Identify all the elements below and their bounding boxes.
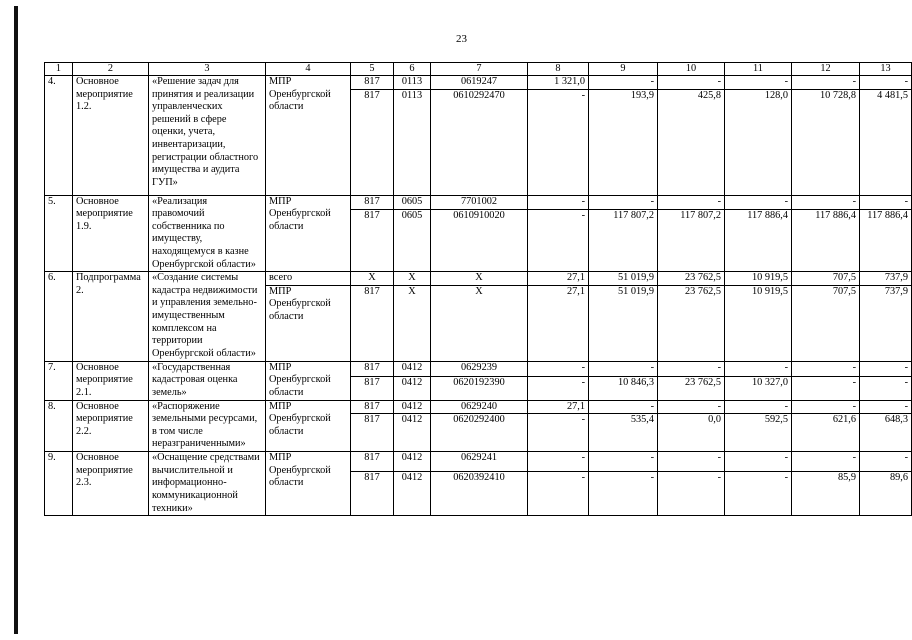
value-cell: - [725, 472, 792, 516]
value-cell: - [658, 472, 725, 516]
value-cell: 117 807,2 [589, 210, 658, 272]
value-cell: - [860, 195, 912, 210]
value-cell: - [589, 400, 658, 414]
row-type: Основное мероприятие 2.2. [73, 400, 149, 452]
grbs-cell: 817 [351, 414, 394, 452]
value-cell: - [528, 472, 589, 516]
row-number: 6. [45, 272, 73, 362]
grbs-cell: 817 [351, 285, 394, 361]
rzpr-cell: 0412 [394, 414, 431, 452]
value-cell: - [860, 400, 912, 414]
grbs-cell: 817 [351, 452, 394, 472]
table-row [45, 195, 912, 210]
value-cell: 23 762,5 [658, 376, 725, 400]
value-cell: - [792, 400, 860, 414]
row-org: МПР Оренбургской области [266, 195, 351, 272]
row-type: Основное мероприятие 1.9. [73, 195, 149, 272]
csr-cell: 0610910020 [431, 210, 528, 272]
table-row [45, 76, 912, 90]
value-cell: 10 846,3 [589, 376, 658, 400]
value-cell: - [860, 76, 912, 90]
column-header: 10 [658, 63, 725, 76]
grbs-cell: 817 [351, 195, 394, 210]
column-header: 4 [266, 63, 351, 76]
csr-cell: 0620192390 [431, 376, 528, 400]
budget-table [44, 62, 912, 516]
csr-cell: 0620392410 [431, 472, 528, 516]
value-cell: - [658, 76, 725, 90]
value-cell: - [528, 452, 589, 472]
csr-cell: X [431, 272, 528, 286]
row-type: Основное мероприятие 2.3. [73, 452, 149, 516]
row-name: «Государственная кадастровая оценка земель» [149, 361, 266, 400]
value-cell: - [528, 89, 589, 195]
value-cell: - [792, 76, 860, 90]
rzpr-cell: 0412 [394, 472, 431, 516]
row-org: МПР Оренбургской области [266, 400, 351, 452]
value-cell: - [589, 472, 658, 516]
value-cell: 117 807,2 [658, 210, 725, 272]
column-header: 7 [431, 63, 528, 76]
value-cell: - [725, 76, 792, 90]
value-cell: - [725, 361, 792, 376]
value-cell: - [658, 452, 725, 472]
grbs-cell: 817 [351, 376, 394, 400]
column-header: 11 [725, 63, 792, 76]
value-cell: - [589, 361, 658, 376]
row-name: «Решение задач для принятия и реализации управленческих решений в сфере оценки, учета, инвентаризации, регистрации областного имущества и аудита ГУП» [149, 76, 266, 196]
row-name: «Создание системы кадастра недвижимости и управления земельно-имущественным комплексом на территории Оренбургской области» [149, 272, 266, 362]
table-row [45, 400, 912, 414]
rzpr-cell: 0412 [394, 400, 431, 414]
rzpr-cell: X [394, 272, 431, 286]
column-header: 5 [351, 63, 394, 76]
value-cell: - [589, 452, 658, 472]
column-header: 6 [394, 63, 431, 76]
value-cell: 648,3 [860, 414, 912, 452]
value-cell: 23 762,5 [658, 272, 725, 286]
value-cell: 4 481,5 [860, 89, 912, 195]
value-cell: - [658, 195, 725, 210]
value-cell: 85,9 [792, 472, 860, 516]
page-number: 23 [456, 33, 467, 45]
column-header: 12 [792, 63, 860, 76]
rzpr-cell: 0412 [394, 376, 431, 400]
csr-cell: 0619247 [431, 76, 528, 90]
value-cell: 737,9 [860, 272, 912, 286]
value-cell: 425,8 [658, 89, 725, 195]
grbs-cell: 817 [351, 76, 394, 90]
row-type: Основное мероприятие 1.2. [73, 76, 149, 196]
row-name: «Реализация правомочий собственника по имуществу, находящемуся в казне Оренбургской области» [149, 195, 266, 272]
value-cell: 117 886,4 [725, 210, 792, 272]
value-cell: 117 886,4 [792, 210, 860, 272]
rzpr-cell: 0605 [394, 195, 431, 210]
table-row [45, 361, 912, 376]
column-header: 8 [528, 63, 589, 76]
csr-cell: 0629240 [431, 400, 528, 414]
row-number: 9. [45, 452, 73, 516]
value-cell: 27,1 [528, 285, 589, 361]
value-cell: 621,6 [792, 414, 860, 452]
value-cell: 10 327,0 [725, 376, 792, 400]
value-cell: - [792, 452, 860, 472]
row-type: Подпрограмма 2. [73, 272, 149, 362]
value-cell: - [725, 195, 792, 210]
value-cell: 51 019,9 [589, 285, 658, 361]
value-cell: 128,0 [725, 89, 792, 195]
csr-cell: 7701002 [431, 195, 528, 210]
csr-cell: 0610292470 [431, 89, 528, 195]
row-name: «Оснащение средствами вычислительной и информационно-коммуникационной техники» [149, 452, 266, 516]
value-cell: - [860, 361, 912, 376]
grbs-cell: 817 [351, 361, 394, 376]
value-cell: 10 728,8 [792, 89, 860, 195]
csr-cell: 0620292400 [431, 414, 528, 452]
value-cell: - [725, 400, 792, 414]
value-cell: - [589, 195, 658, 210]
value-cell: - [792, 195, 860, 210]
row-org: МПР Оренбургской области [266, 452, 351, 516]
grbs-cell: 817 [351, 472, 394, 516]
value-cell: - [658, 361, 725, 376]
value-cell: - [792, 376, 860, 400]
value-cell: 10 919,5 [725, 285, 792, 361]
rzpr-cell: 0113 [394, 76, 431, 90]
value-cell: - [792, 361, 860, 376]
column-number-row [45, 63, 912, 76]
column-header: 9 [589, 63, 658, 76]
row-org: всего [266, 272, 351, 286]
rzpr-cell: 0412 [394, 452, 431, 472]
row-number: 8. [45, 400, 73, 452]
row-number: 7. [45, 361, 73, 400]
value-cell: 535,4 [589, 414, 658, 452]
table-row [45, 272, 912, 286]
row-number: 4. [45, 76, 73, 196]
value-cell: 737,9 [860, 285, 912, 361]
scan-margin-bar [14, 6, 18, 634]
value-cell: 707,5 [792, 272, 860, 286]
value-cell: 23 762,5 [658, 285, 725, 361]
value-cell: - [528, 210, 589, 272]
value-cell: 89,6 [860, 472, 912, 516]
grbs-cell: 817 [351, 210, 394, 272]
csr-cell: X [431, 285, 528, 361]
value-cell: - [658, 400, 725, 414]
rzpr-cell: 0605 [394, 210, 431, 272]
csr-cell: 0629241 [431, 452, 528, 472]
csr-cell: 0629239 [431, 361, 528, 376]
value-cell: - [589, 76, 658, 90]
value-cell: 27,1 [528, 400, 589, 414]
column-header: 3 [149, 63, 266, 76]
row-number: 5. [45, 195, 73, 272]
row-org: МПР Оренбургской области [266, 76, 351, 196]
value-cell: 51 019,9 [589, 272, 658, 286]
row-type: Основное мероприятие 2.1. [73, 361, 149, 400]
value-cell: 0,0 [658, 414, 725, 452]
rzpr-cell: X [394, 285, 431, 361]
table-row [45, 452, 912, 472]
grbs-cell: 817 [351, 89, 394, 195]
value-cell: - [528, 414, 589, 452]
column-header: 13 [860, 63, 912, 76]
value-cell: 707,5 [792, 285, 860, 361]
value-cell: 1 321,0 [528, 76, 589, 90]
value-cell: - [528, 195, 589, 210]
row-org: МПР Оренбургской области [266, 285, 351, 361]
grbs-cell: 817 [351, 400, 394, 414]
column-header: 1 [45, 63, 73, 76]
row-org: МПР Оренбургской области [266, 361, 351, 400]
grbs-cell: X [351, 272, 394, 286]
value-cell: - [860, 376, 912, 400]
value-cell: - [860, 452, 912, 472]
value-cell: 27,1 [528, 272, 589, 286]
rzpr-cell: 0113 [394, 89, 431, 195]
rzpr-cell: 0412 [394, 361, 431, 376]
value-cell: - [528, 376, 589, 400]
row-name: «Распоряжение земельными ресурсами, в том числе неразграниченными» [149, 400, 266, 452]
value-cell: 117 886,4 [860, 210, 912, 272]
value-cell: 592,5 [725, 414, 792, 452]
column-header: 2 [73, 63, 149, 76]
value-cell: 10 919,5 [725, 272, 792, 286]
value-cell: 193,9 [589, 89, 658, 195]
value-cell: - [725, 452, 792, 472]
value-cell: - [528, 361, 589, 376]
